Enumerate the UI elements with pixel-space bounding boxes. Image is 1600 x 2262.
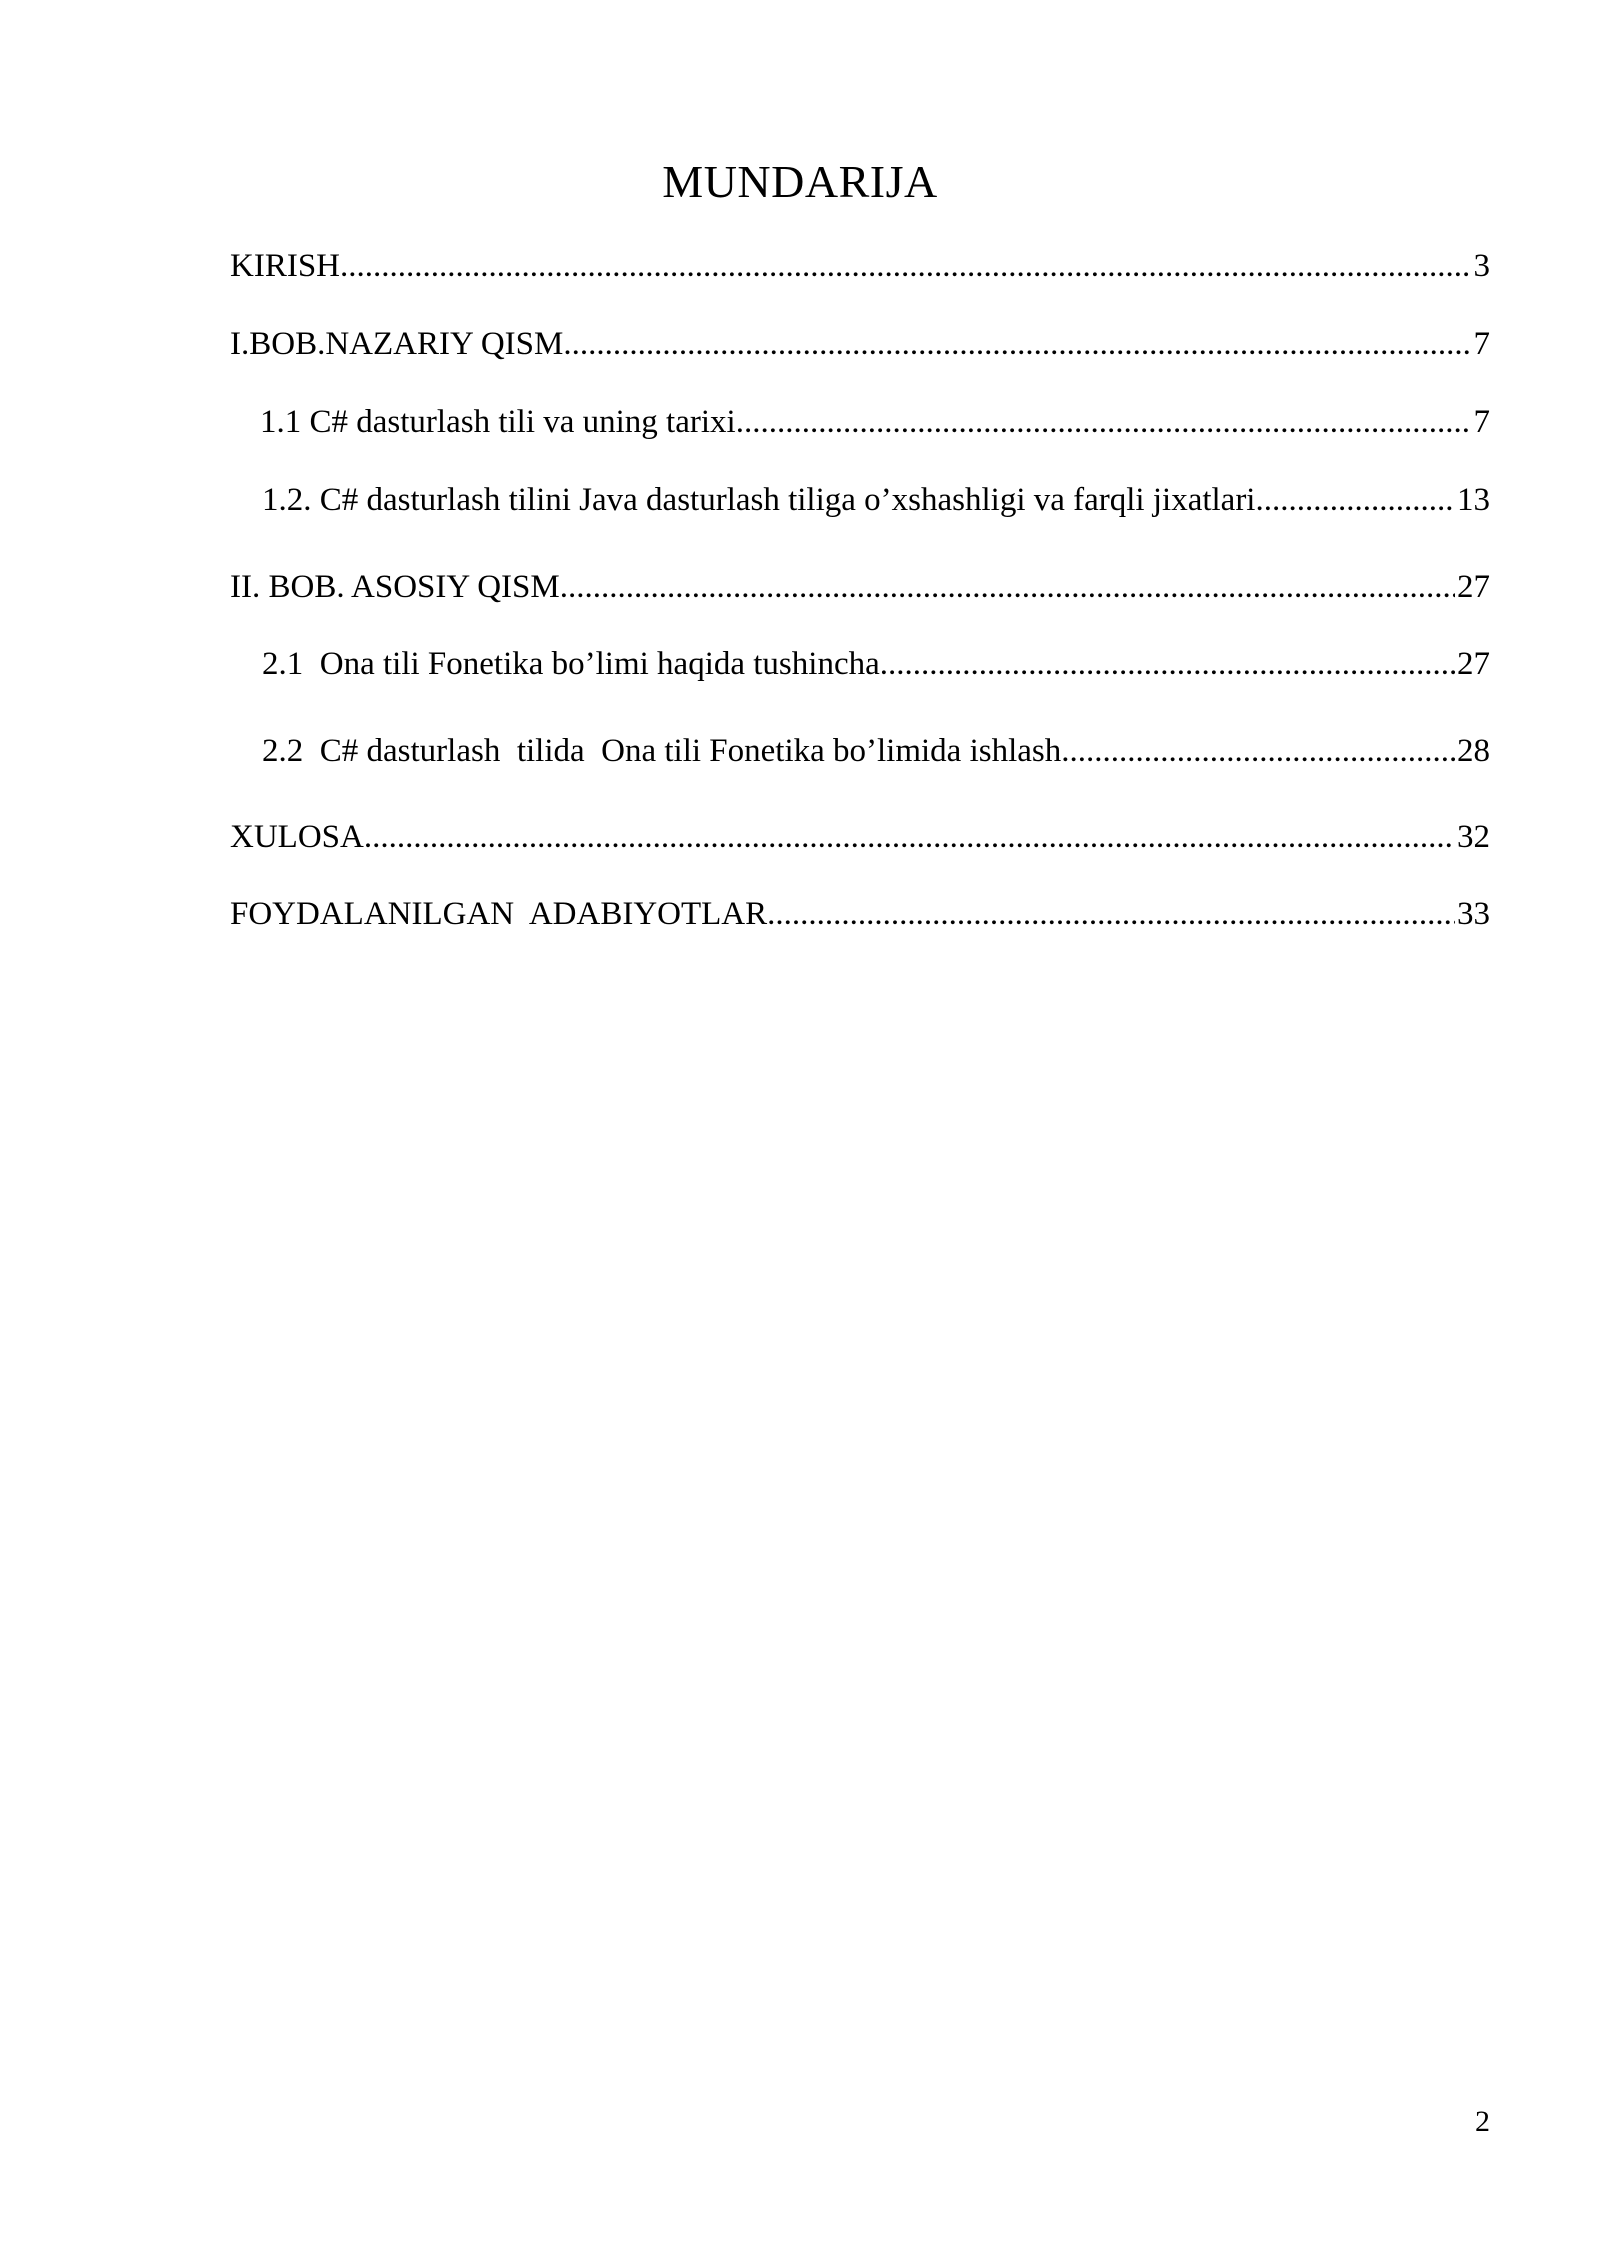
toc-dot-leader: [340, 242, 1471, 290]
toc-entry-page: 27: [1457, 569, 1490, 605]
toc-entry-bob-1[interactable]: [230, 320, 1490, 368]
toc-entry-page: 13: [1457, 482, 1490, 518]
toc-entry-adabiyotlar[interactable]: [230, 890, 1490, 938]
toc-dot-leader: [563, 320, 1471, 368]
toc-dot-leader: [364, 813, 1455, 861]
toc-entry-2-2[interactable]: [262, 727, 1490, 775]
toc-title: MUNDARIJA: [662, 156, 938, 207]
toc-entry-page: 28: [1457, 733, 1490, 769]
toc-entry-label: II. BOB. ASOSIY QISM: [230, 569, 560, 605]
toc-dot-leader: [1255, 476, 1455, 524]
toc-entry-1-1[interactable]: [260, 398, 1490, 446]
toc-entry-page: 32: [1457, 819, 1490, 855]
toc-entry-page: 7: [1473, 326, 1490, 362]
toc-dot-leader: [767, 890, 1455, 938]
toc-dot-leader: [736, 398, 1472, 446]
toc-entry-page: 7: [1473, 404, 1490, 440]
toc-entry-page: 3: [1473, 248, 1490, 284]
toc-entry-xulosa[interactable]: [230, 813, 1490, 861]
toc-entry-page: 27: [1457, 646, 1490, 682]
toc-entry-1-2[interactable]: [262, 476, 1490, 524]
toc-entry-label: 2.1 Ona tili Fonetika bo’limi haqida tushincha: [262, 646, 880, 682]
toc-entry-label: I.BOB.NAZARIY QISM: [230, 326, 564, 362]
toc-dot-leader: [880, 640, 1455, 688]
toc-entry-label: FOYDALANILGAN ADABIYOTLAR: [230, 896, 768, 932]
toc-entry-label: 1.1 C# dasturlash tili va uning tarixi: [260, 404, 736, 440]
toc-dot-leader: [560, 563, 1455, 611]
toc-entry-2-1[interactable]: [262, 640, 1490, 688]
toc-entry-label: KIRISH: [230, 248, 341, 284]
toc-entry-label: XULOSA: [230, 819, 364, 855]
page-number: 2: [1475, 2105, 1490, 2138]
toc-entry-label: 2.2 C# dasturlash tilida Ona tili Fonetika bo’limida ishlash: [262, 733, 1062, 769]
toc-entry-page: 33: [1457, 896, 1490, 932]
toc-dot-leader: [1061, 727, 1455, 775]
toc-entry-kirish[interactable]: [230, 242, 1490, 290]
toc-entry-bob-2[interactable]: [230, 563, 1490, 611]
toc-entry-label: 1.2. C# dasturlash tilini Java dasturlash tiliga o’xshashligi va farqli jixatlari: [262, 482, 1256, 518]
